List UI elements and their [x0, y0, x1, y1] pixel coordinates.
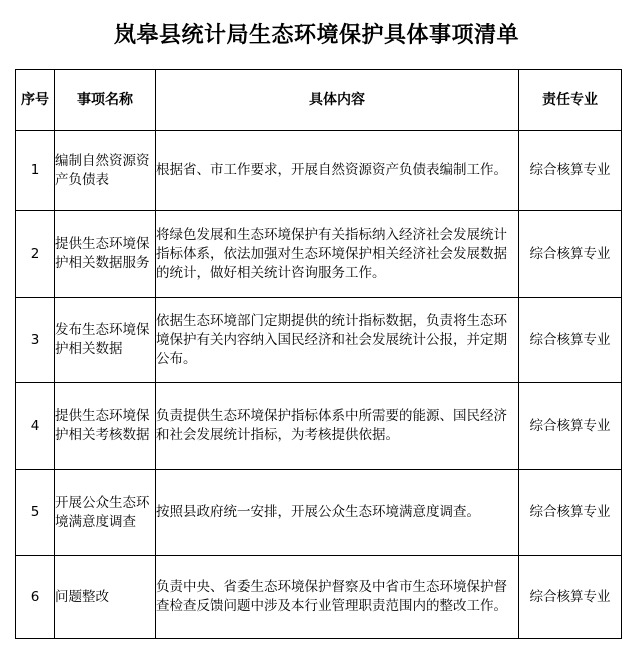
row-responsibility: 综合核算专业	[519, 383, 622, 470]
row-content: 负责中央、省委生态环境保护督察及中省市生态环境保护督查检查反馈问题中涉及本行业管理职责范围内的整改工作。	[156, 556, 519, 639]
header-responsibility: 责任专业	[519, 70, 622, 131]
row-responsibility: 综合核算专业	[519, 556, 622, 639]
page-title: 岚皋县统计局生态环境保护具体事项清单	[113, 22, 519, 48]
row-responsibility: 综合核算专业	[519, 298, 622, 383]
row-name: 发布生态环境保护相关数据	[55, 298, 156, 383]
row-content: 按照县政府统一安排，开展公众生态环境满意度调查。	[156, 470, 519, 556]
table-row	[16, 298, 622, 383]
row-content: 依据生态环境部门定期提供的统计指标数据，负责将生态环境保护有关内容纳入国民经济和社会发展统计公报，并定期公布。	[156, 298, 519, 383]
row-seq: 6	[16, 556, 55, 639]
row-content: 将绿色发展和生态环境保护有关指标纳入经济社会发展统计指标体系，依法加强对生态环境保护相关经济社会发展数据的统计，做好相关统计咨询服务工作。	[156, 211, 519, 298]
table-row	[16, 556, 622, 639]
row-seq: 3	[16, 298, 55, 383]
header-name: 事项名称	[55, 70, 156, 131]
row-name: 编制自然资源资产负债表	[55, 131, 156, 211]
table-row	[16, 383, 622, 470]
header-content: 具体内容	[156, 70, 519, 131]
table-row	[16, 211, 622, 298]
row-responsibility: 综合核算专业	[519, 470, 622, 556]
row-name: 开展公众生态环境满意度调查	[55, 470, 156, 556]
row-name: 提供生态环境保护相关考核数据	[55, 383, 156, 470]
row-content: 负责提供生态环境保护指标体系中所需要的能源、国民经济和社会发展统计指标，为考核提供依据。	[156, 383, 519, 470]
items-table	[15, 69, 622, 639]
row-seq: 5	[16, 470, 55, 556]
row-seq: 1	[16, 131, 55, 211]
row-responsibility: 综合核算专业	[519, 131, 622, 211]
row-name: 提供生态环境保护相关数据服务	[55, 211, 156, 298]
row-seq: 4	[16, 383, 55, 470]
row-responsibility: 综合核算专业	[519, 211, 622, 298]
row-seq: 2	[16, 211, 55, 298]
table-row	[16, 470, 622, 556]
row-name: 问题整改	[55, 556, 156, 639]
header-seq: 序号	[16, 70, 55, 131]
row-content: 根据省、市工作要求，开展自然资源资产负债表编制工作。	[156, 131, 519, 211]
table-row	[16, 131, 622, 211]
table-header-row	[16, 70, 622, 131]
